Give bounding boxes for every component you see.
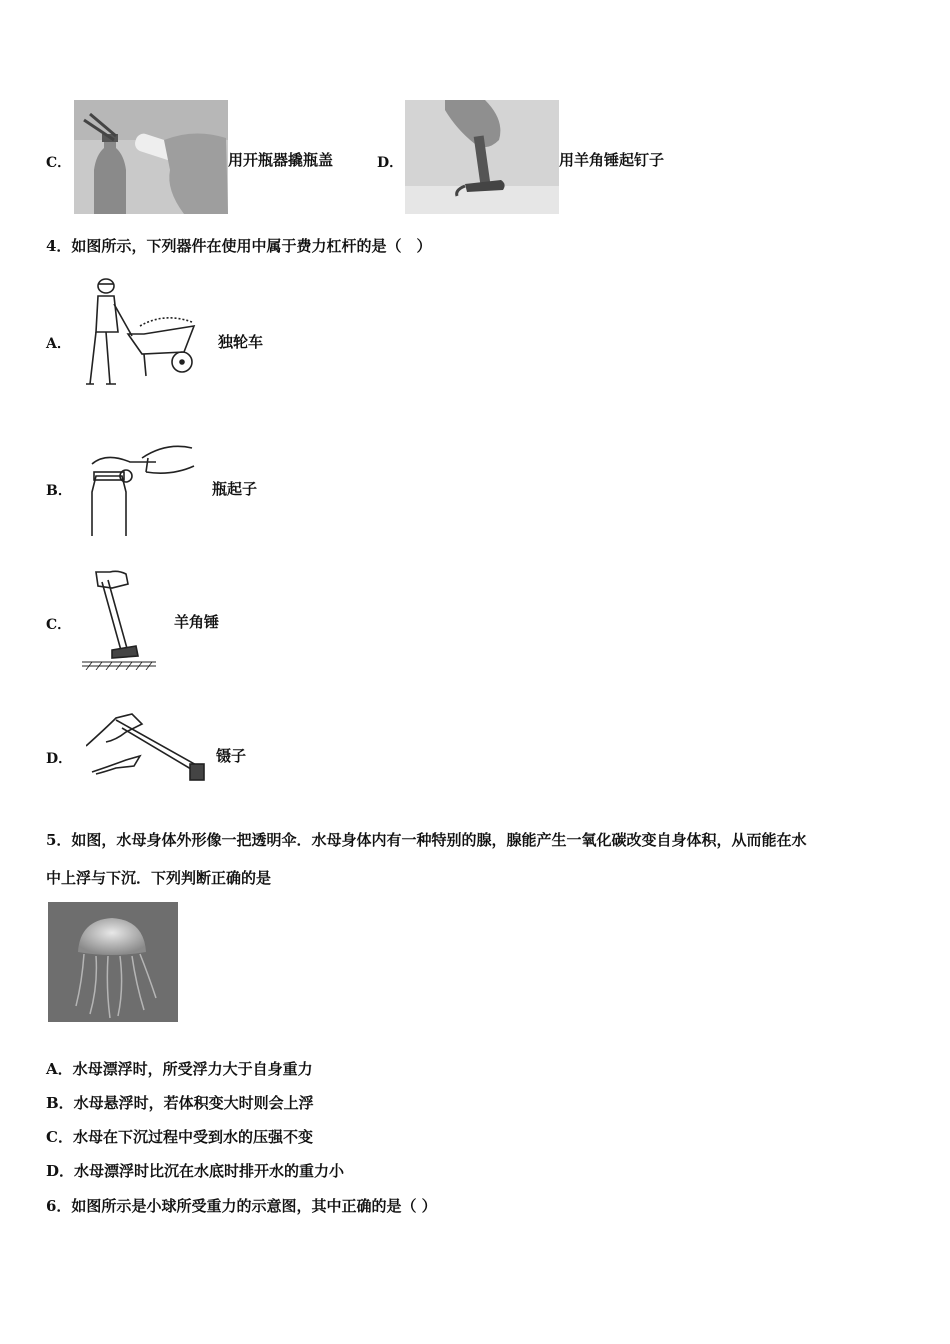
q5-stem-line1: 5．如图，水母身体外形像一把透明伞．水母身体内有一种特别的腺，腺能产生一氧化碳改变自身体积，从而能在水 (46, 831, 807, 849)
q4-option-b-caption: 瓶起子 (212, 480, 258, 498)
q4-option-a-letter: A． (46, 336, 71, 352)
q3-option-c-caption: 用开瓶器撬瓶盖 (228, 151, 334, 169)
q5-option-b: B．水母悬浮时，若体积变大时则会上浮 (46, 1094, 314, 1112)
q4-option-c-letter: C． (46, 617, 72, 633)
q4-option-a-caption: 独轮车 (218, 333, 264, 351)
q6-stem: 6．如图所示是小球所受重力的示意图，其中正确的是（ ） (46, 1197, 437, 1215)
q4-option-d-letter: D． (46, 751, 73, 767)
q5-option-d: D．水母漂浮时比沉在水底时排开水的重力小 (46, 1162, 345, 1180)
claw-hammer-figure (82, 566, 156, 670)
q3-option-d-caption: 用羊角锤起钉子 (559, 151, 665, 169)
wheelbarrow-figure (84, 274, 202, 388)
jellyfish-photo (48, 902, 178, 1022)
q5-option-c: C．水母在下沉过程中受到水的压强不变 (46, 1128, 313, 1146)
q3-option-c-letter: C． (46, 155, 72, 171)
q4-stem: 4．如图所示，下列器件在使用中属于费力杠杆的是（ ） (46, 237, 432, 255)
q3-option-d-letter: D． (377, 155, 404, 171)
q5-option-a: A．水母漂浮时，所受浮力大于自身重力 (46, 1060, 313, 1078)
bottle-opener-photo (74, 100, 228, 214)
bottle-opener-figure (86, 432, 198, 536)
claw-hammer-photo (405, 100, 559, 214)
tweezers-figure (86, 710, 210, 786)
q4-option-d-caption: 镊子 (216, 747, 247, 765)
q4-option-c-caption: 羊角锤 (174, 613, 220, 631)
q5-stem-line2: 中上浮与下沉．下列判断正确的是 (46, 869, 272, 887)
q4-option-b-letter: B． (46, 483, 72, 499)
